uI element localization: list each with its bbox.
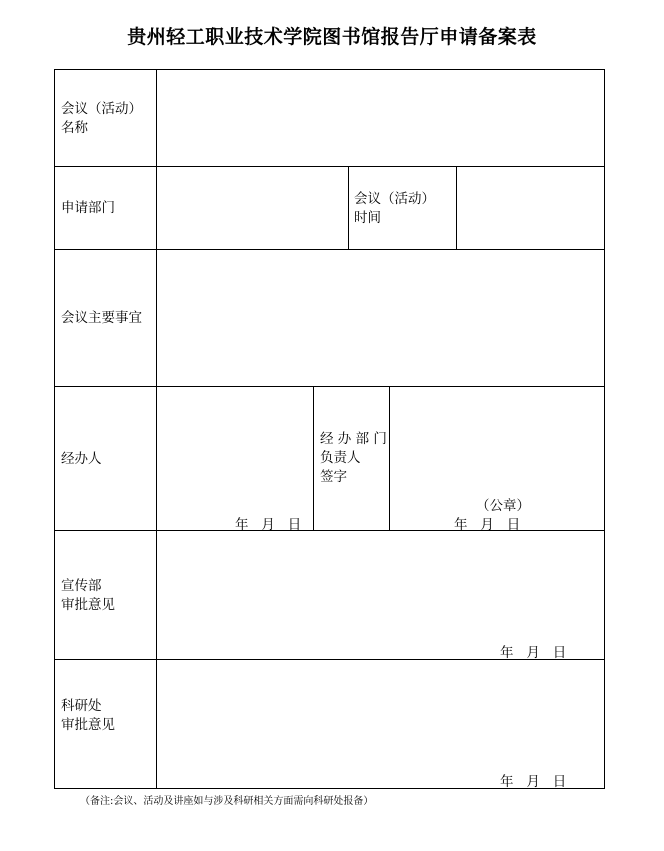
- research-approval-field[interactable]: [157, 660, 604, 788]
- table-border-left: [54, 69, 55, 789]
- department-head-label-line2: 负责人: [320, 450, 361, 466]
- handler-field[interactable]: [157, 387, 313, 530]
- column-divider: [348, 166, 349, 250]
- event-name-label: [61, 100, 142, 138]
- event-time-field[interactable]: [457, 167, 604, 249]
- publicity-label-line2: 审批意见: [61, 597, 115, 613]
- official-seal-label: （公章）: [476, 498, 530, 514]
- event-name-label-line1: 会议（活动）: [61, 101, 142, 117]
- column-divider: [313, 386, 314, 531]
- event-time-label-line1: 会议（活动）: [354, 191, 435, 207]
- handler-date: 年 月 日: [235, 517, 302, 533]
- department-head-label-line1: 经 办 部 门: [320, 431, 387, 447]
- handler-label: 经办人: [61, 451, 102, 467]
- form-title: 贵州轻工职业技术学院图书馆报告厅申请备案表: [127, 26, 537, 48]
- department-head-signature-label: [320, 430, 387, 487]
- event-name-field[interactable]: [157, 70, 604, 166]
- publicity-approval-date: 年 月 日: [500, 645, 567, 661]
- publicity-label-line1: 宣传部: [61, 578, 102, 594]
- table-border-right: [604, 69, 605, 789]
- event-name-label-line2: 名称: [61, 120, 88, 136]
- event-time-label: [354, 190, 435, 228]
- publicity-approval-field[interactable]: [157, 531, 604, 659]
- main-matters-field[interactable]: [157, 250, 604, 386]
- department-head-date: 年 月 日: [454, 517, 521, 533]
- publicity-approval-label: [61, 577, 115, 615]
- footnote: （备注:会议、活动及讲座如与涉及科研相关方面需向科研处报备）: [80, 796, 374, 807]
- department-head-label-line3: 签字: [320, 469, 347, 485]
- research-approval-label: [61, 697, 115, 735]
- main-matters-label: 会议主要事宜: [61, 310, 142, 326]
- research-label-line1: 科研处: [61, 698, 102, 714]
- applying-department-label: 申请部门: [61, 200, 115, 216]
- event-time-label-line2: 时间: [354, 210, 381, 226]
- research-approval-date: 年 月 日: [500, 774, 567, 790]
- research-label-line2: 审批意见: [61, 717, 115, 733]
- applying-department-field[interactable]: [157, 167, 348, 249]
